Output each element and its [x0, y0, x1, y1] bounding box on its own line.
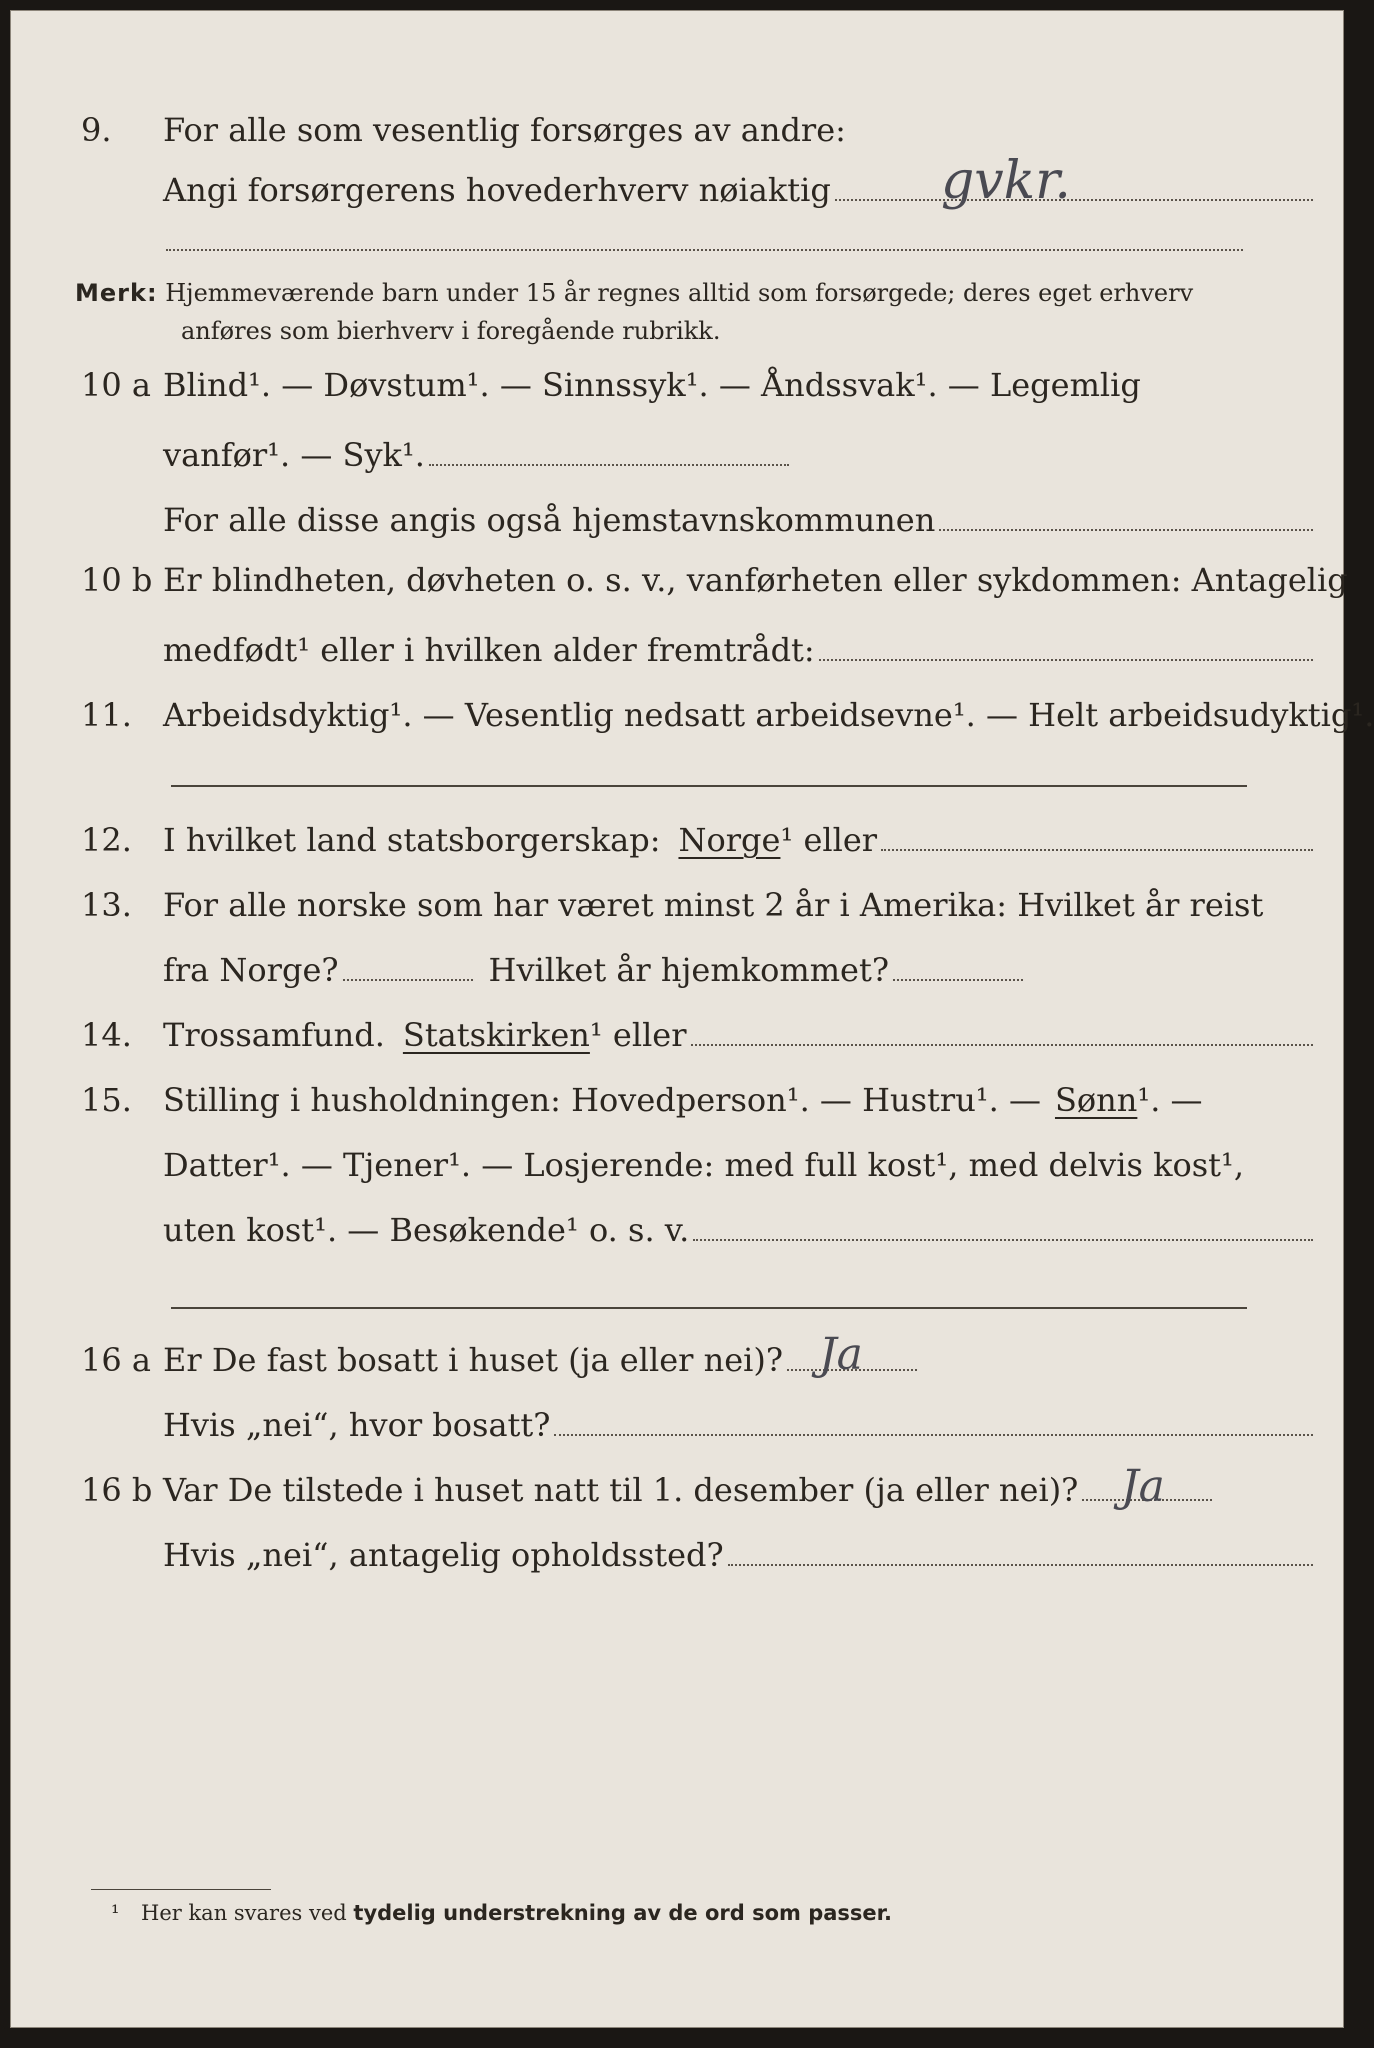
q11-answer-line [171, 785, 1247, 787]
q9-handwritten-answer: gvkr. [941, 151, 1071, 211]
q15-answer-field[interactable] [693, 1238, 1313, 1241]
q12-prompt: I hvilket land statsborgerskap: [163, 821, 661, 859]
footnote-separator [91, 1889, 271, 1890]
q15-options-3: uten kost¹. — Besøkende¹ o. s. v. [163, 1211, 690, 1249]
merk-note-line1 [75, 279, 1193, 307]
q15-answer-line [171, 1307, 1247, 1309]
q10a-line1 [81, 366, 1313, 404]
q13-line1 [81, 886, 1313, 924]
q16a-number: 16 a [81, 1341, 151, 1379]
q14-suffix: ¹ eller [589, 1016, 687, 1054]
footnote-text-bold: tydelig understrekning av de ord som passer. [353, 1901, 893, 1925]
q13-departure-field[interactable] [343, 978, 473, 981]
q11-options: Arbeidsdyktig¹. — Vesentlig nedsatt arbeidsevne¹. — Helt arbeidsudyktig¹. [163, 696, 1374, 734]
q10a-hometown-field[interactable] [939, 528, 1313, 531]
footnote [111, 1901, 893, 1925]
q16b-number: 16 b [81, 1471, 153, 1509]
q13-question: For alle norske som har været minst 2 år i Amerika: Hvilket år reist [163, 886, 1264, 924]
q12-answer-field[interactable] [881, 848, 1313, 851]
q14-underlined-answer: Statskirken [402, 1016, 590, 1054]
q12-suffix: ¹ eller [780, 821, 878, 859]
q10a-line3 [81, 501, 1313, 539]
q15-number: 15. [81, 1081, 132, 1119]
q10a-line2 [81, 436, 1313, 474]
q10a-answer-field[interactable] [429, 463, 789, 466]
q15-underlined-answer: Sønn [1054, 1081, 1138, 1119]
q15-line2 [81, 1146, 1313, 1184]
q10a-options: Blind¹. — Døvstum¹. — Sinnssyk¹. — Åndssvak¹. — Legemlig [163, 366, 1141, 404]
q15-options-1b: ¹. — [1137, 1081, 1203, 1119]
q14-answer-field[interactable] [691, 1043, 1313, 1046]
q9-line2 [81, 171, 1313, 209]
q16a-line2 [81, 1406, 1313, 1444]
q15-line1 [81, 1081, 1313, 1119]
q10b-number: 10 b [81, 561, 153, 599]
q13-line2 [81, 951, 1313, 989]
merk-note-line2 [181, 317, 720, 345]
q16b-line2 [81, 1536, 1313, 1574]
q16b-handwritten-answer: Ja [1121, 1461, 1165, 1512]
q13-return-prompt: Hvilket år hjemkommet? [488, 951, 889, 989]
q10a-options-2: vanfør¹. — Syk¹. [163, 436, 425, 474]
merk-text-1: Hjemmeværende barn under 15 år regnes alltid som forsørgede; deres eget erhverv [165, 279, 1194, 307]
q13-return-field[interactable] [893, 978, 1023, 981]
q9-prompt: Angi forsørgerens hovederhverv nøiaktig [163, 171, 831, 209]
q16a-question: Er De fast bosatt i huset (ja eller nei)? [163, 1341, 784, 1379]
q10b-line1 [81, 561, 1348, 599]
merk-label: Merk: [75, 279, 158, 307]
q16a-line1 [81, 1341, 1313, 1379]
q10b-line2 [81, 631, 1313, 669]
q10b-prompt: medfødt¹ eller i hvilken alder fremtrådt: [163, 631, 815, 669]
q16a-location-field[interactable] [554, 1433, 1313, 1436]
q16a-prompt: Hvis „nei“, hvor bosatt? [163, 1406, 551, 1444]
q9-question: For alle som vesentlig forsørges av andre: [163, 111, 846, 149]
q16b-location-field[interactable] [728, 1563, 1313, 1566]
q9-line1 [81, 111, 1313, 149]
q14-number: 14. [81, 1016, 132, 1054]
footnote-mark: ¹ [111, 1901, 120, 1925]
q15-options-2: Datter¹. — Tjener¹. — Losjerende: med full kost¹, med delvis kost¹, [163, 1146, 1245, 1184]
q16a-handwritten-answer: Ja [819, 1329, 863, 1380]
q15-line3 [81, 1211, 1313, 1249]
q13-departure-prompt: fra Norge? [163, 951, 339, 989]
q14-prompt: Trossamfund. [163, 1016, 385, 1054]
q11-number: 11. [81, 696, 132, 734]
q9-continuation-line [166, 249, 1243, 251]
q10a-number: 10 a [81, 366, 151, 404]
merk-text-2: anføres som bierhverv i foregående rubrikk. [181, 317, 721, 345]
q10a-hometown-prompt: For alle disse angis også hjemstavnskommunen [163, 501, 936, 539]
q14-line [81, 1016, 1313, 1054]
q15-options-1: Stilling i husholdningen: Hovedperson¹. — Hustru¹. — [163, 1081, 1041, 1119]
q11-line1 [81, 696, 1374, 734]
q13-number: 13. [81, 886, 132, 924]
footnote-text-plain: Her kan svares ved [141, 1901, 347, 1925]
q10b-question: Er blindheten, døvheten o. s. v., vanførheten eller sykdommen: Antagelig [163, 561, 1348, 599]
q16b-prompt: Hvis „nei“, antagelig opholdssted? [163, 1536, 724, 1574]
census-form-page [10, 10, 1374, 2028]
q16b-question: Var De tilstede i huset natt til 1. desember (ja eller nei)? [163, 1471, 1079, 1509]
q10b-answer-field[interactable] [819, 658, 1313, 661]
q12-number: 12. [81, 821, 132, 859]
q9-answer-field[interactable] [835, 198, 1313, 201]
q12-line [81, 821, 1313, 859]
q12-underlined-answer: Norge [678, 821, 781, 859]
q9-number: 9. [81, 111, 112, 149]
